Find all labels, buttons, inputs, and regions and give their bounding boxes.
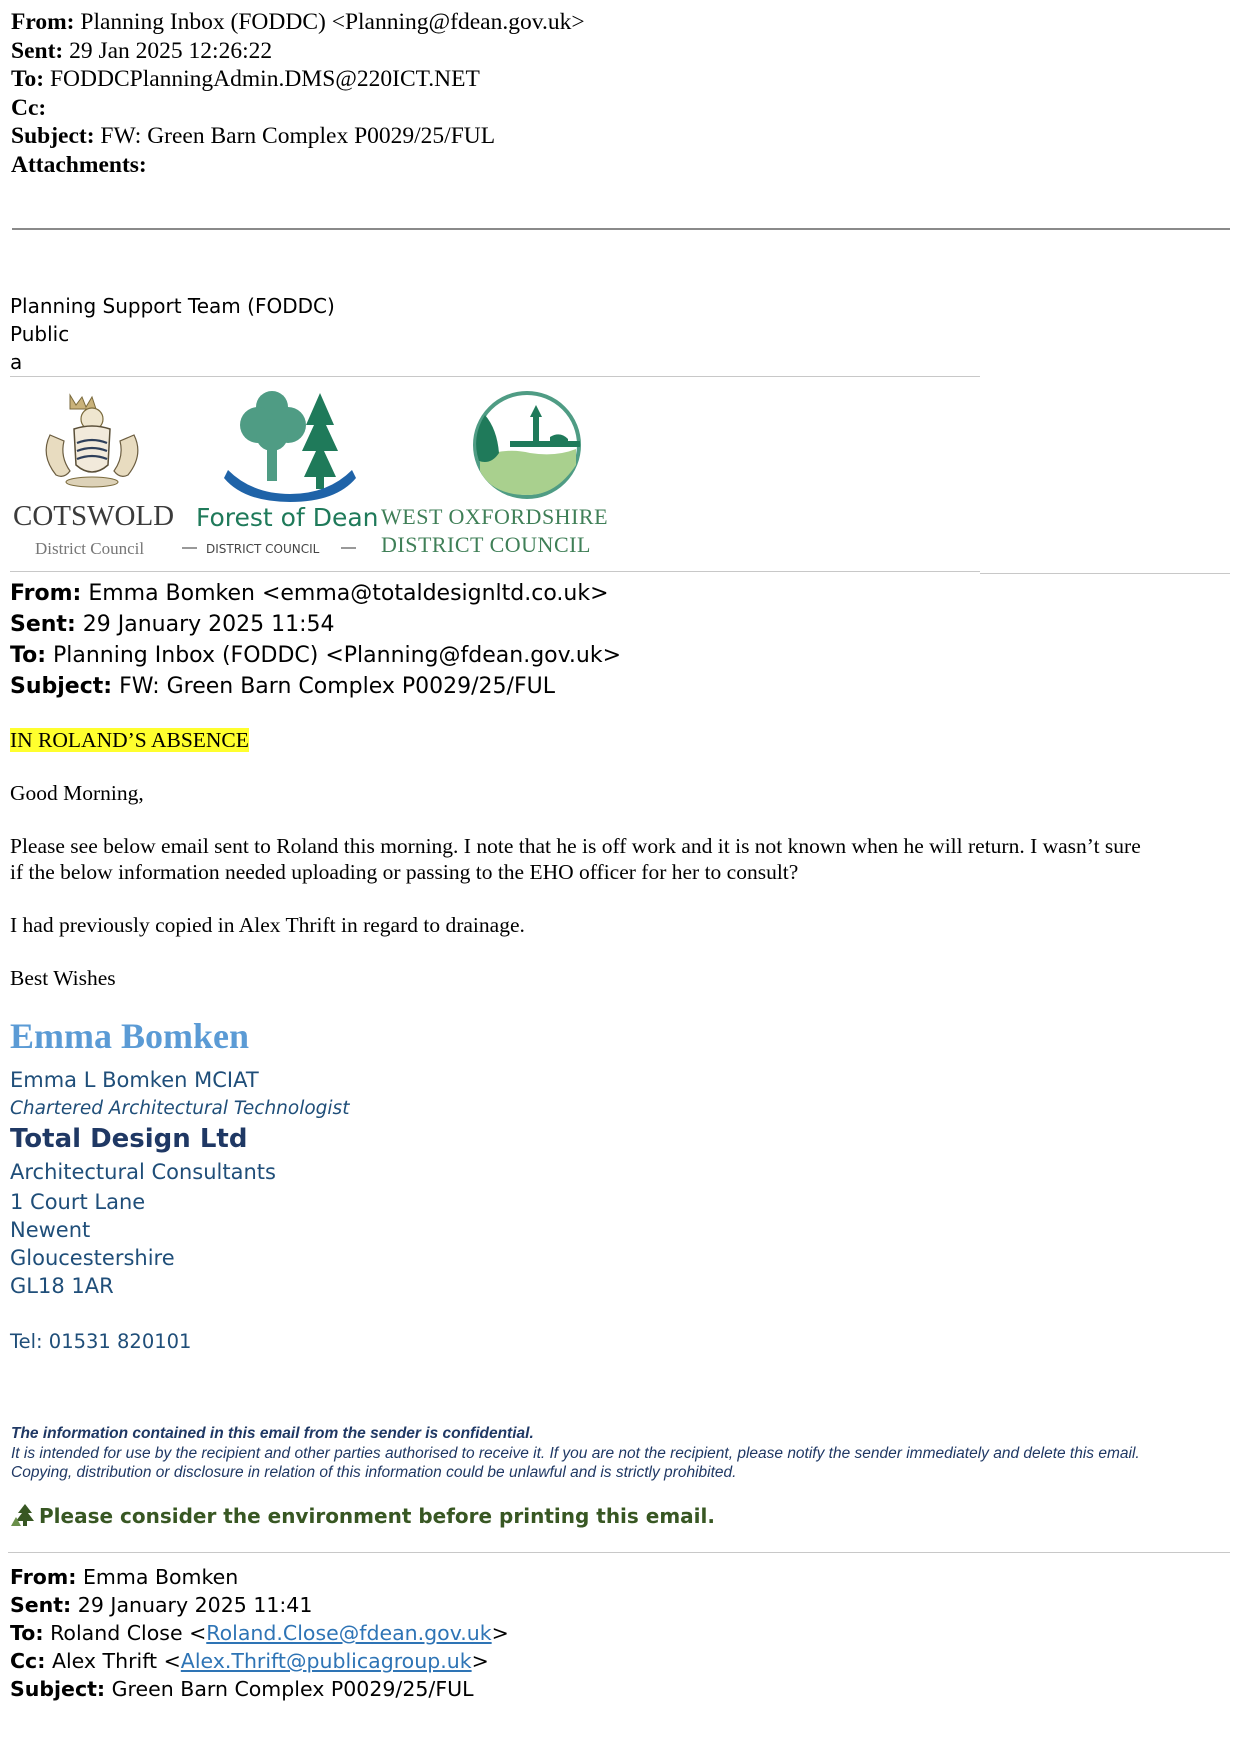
logo-top-divider — [10, 376, 980, 377]
signature-title: Chartered Architectural Technologist — [10, 1098, 350, 1119]
original-sent: 29 January 2025 11:41 — [77, 1593, 313, 1617]
forward-to-row: To: Planning Inbox (FODDC) <Planning@fdean.gov.uk> — [10, 643, 622, 668]
header-subject: FW: Green Barn Complex P0029/25/FUL — [100, 123, 496, 149]
forest-of-dean-subtitle: DISTRICT COUNCIL — [206, 542, 320, 556]
logo-bottom-divider — [10, 571, 980, 572]
original-from: Emma Bomken — [82, 1565, 239, 1589]
original-cc-row: Cc: Alex Thrift <Alex.Thrift@publicagroup.uk> — [10, 1649, 489, 1673]
absence-highlight: IN ROLAND’S ABSENCE — [10, 728, 249, 752]
paragraph-1 — [10, 833, 1141, 885]
forward-from: Emma Bomken <emma@totaldesignltd.co.uk> — [88, 581, 609, 606]
team-block — [10, 292, 335, 376]
paragraph-2: I had previously copied in Alex Thrift in regard to drainage. — [10, 913, 525, 937]
original-sent-row: Sent: 29 January 2025 11:41 — [10, 1593, 313, 1617]
original-header — [10, 1563, 509, 1703]
signature-address-2: Newent — [10, 1218, 91, 1242]
closing: Best Wishes — [10, 966, 116, 990]
tree-icon — [10, 1503, 36, 1527]
forest-of-dean-title: Forest of Dean — [196, 503, 379, 532]
email-header — [11, 8, 585, 179]
forward-subject-row: Subject: FW: Green Barn Complex P0029/25/FUL — [10, 674, 555, 699]
signature-company-desc: Architectural Consultants — [10, 1160, 276, 1184]
forward-header — [10, 578, 621, 702]
original-to-row: To: Roland Close <Roland.Close@fdean.gov.uk> — [10, 1621, 509, 1645]
alex-email-link[interactable]: Alex.Thrift@publicagroup.uk — [180, 1649, 472, 1673]
cotswold-title: COTSWOLD — [13, 500, 175, 532]
west-oxfordshire-emblem-icon — [475, 393, 580, 497]
original-divider — [8, 1552, 1230, 1553]
header-divider — [12, 228, 1230, 230]
header-from-row: From: Planning Inbox (FODDC) <Planning@fdean.gov.uk> — [11, 9, 585, 35]
cotswold-subtitle: District Council — [35, 539, 145, 558]
west-oxfordshire-line1: WEST OXFORDSHIRE — [381, 504, 609, 529]
team-name: Planning Support Team (FODDC) — [10, 294, 335, 318]
logo-bottom-divider-ext — [980, 573, 1230, 574]
header-sent: 29 Jan 2025 12:26:22 — [69, 37, 273, 64]
forward-subject: FW: Green Barn Complex P0029/25/FUL — [119, 674, 555, 699]
forward-sent: 29 January 2025 11:54 — [82, 612, 335, 637]
confidentiality-notice — [11, 1424, 1140, 1483]
paragraph-1-line-2: if the below information needed uploading or passing to the EHO officer for her to consult? — [10, 860, 799, 884]
council-logos-graphic — [10, 385, 630, 565]
confidentiality-line-2: It is intended for use by the recipient and other parties authorised to receive it. If you are not the recipient, please notify the sender immediately and delete this email. — [11, 1444, 1140, 1462]
team-extra: a — [10, 350, 23, 374]
signature-full-name: Emma L Bomken MCIAT — [10, 1068, 259, 1092]
original-subject: Green Barn Complex P0029/25/FUL — [111, 1677, 474, 1701]
absence-notice — [10, 727, 249, 753]
header-attachments-row: Attachments: — [11, 151, 147, 178]
header-from: Planning Inbox (FODDC) <Planning@fdean.gov.uk> — [80, 9, 585, 35]
forward-from-row: From: Emma Bomken <emma@totaldesignltd.co.uk> — [10, 581, 609, 606]
confidentiality-line-3: Copying, distribution or disclosure in relation of this information could be unlawful and is strictly prohibited. — [11, 1464, 737, 1481]
council-logos — [10, 385, 630, 565]
confidentiality-heading: The information contained in this email from the sender is confidential. — [11, 1425, 534, 1442]
west-oxfordshire-line2: DISTRICT COUNCIL — [381, 532, 591, 557]
header-to: FODDCPlanningAdmin.DMS@220ICT.NET — [49, 66, 480, 92]
team-classification: Public — [10, 322, 70, 346]
forward-to: Planning Inbox (FODDC) <Planning@fdean.gov.uk> — [53, 643, 622, 668]
original-from-row: From: Emma Bomken — [10, 1565, 239, 1589]
forward-sent-row: Sent: 29 January 2025 11:54 — [10, 612, 335, 637]
signature-company: Total Design Ltd — [10, 1124, 248, 1154]
signature-name: Emma Bomken — [10, 1016, 250, 1056]
roland-email-link[interactable]: Roland.Close@fdean.gov.uk — [206, 1621, 492, 1645]
cotswold-crest-icon — [46, 395, 138, 487]
header-cc-row: Cc: — [11, 94, 47, 121]
original-subject-row: Subject: Green Barn Complex P0029/25/FUL — [10, 1677, 474, 1701]
signature-postcode: GL18 1AR — [10, 1274, 114, 1298]
greeting: Good Morning, — [10, 781, 144, 805]
paragraph-1-line-1: Please see below email sent to Roland this morning. I note that he is off work and it is not known when he will return. I wasn’t sure — [10, 834, 1141, 858]
header-sent-row: Sent: 29 Jan 2025 12:26:22 — [11, 37, 273, 64]
environment-text: Please consider the environment before printing this email. — [39, 1504, 715, 1528]
header-to-row: To: FODDCPlanningAdmin.DMS@220ICT.NET — [11, 66, 480, 92]
header-subject-row: Subject: FW: Green Barn Complex P0029/25/FUL — [11, 123, 496, 149]
environment-message — [10, 1503, 715, 1528]
signature-address-3: Gloucestershire — [10, 1246, 175, 1270]
signature-tel: Tel: 01531 820101 — [10, 1330, 192, 1353]
signature-address-1: 1 Court Lane — [10, 1190, 146, 1214]
forest-of-dean-trees-icon — [224, 391, 356, 502]
